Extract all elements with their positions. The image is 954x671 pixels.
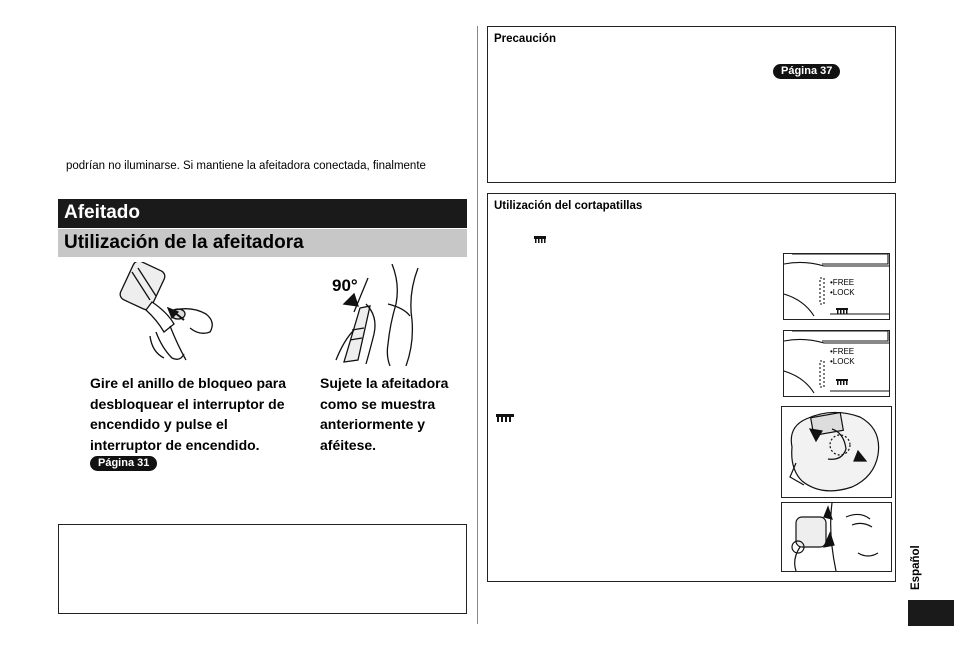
step-2-line: Sujete la afeitadora xyxy=(320,375,449,391)
trimmer-box xyxy=(487,193,896,582)
switch-photo-lock xyxy=(783,330,890,397)
trimmer-title: Utilización del cortapatillas xyxy=(494,200,643,212)
switch-lock-label: •LOCK xyxy=(830,288,855,297)
shaver-unlock-illustration xyxy=(112,262,224,366)
trimmer-icon xyxy=(496,414,514,423)
language-tab xyxy=(908,600,954,626)
language-tab-label: Español xyxy=(910,545,922,591)
step-1-line: encendido y pulse el xyxy=(90,416,228,432)
step-2-line: aféitese. xyxy=(320,436,377,453)
switch-lock-label: •LOCK xyxy=(830,357,855,366)
switch-free-label: •FREE xyxy=(830,278,855,287)
step-1-line: desbloquear el interruptor de xyxy=(90,395,285,412)
step-2-line: como se muestra xyxy=(320,395,436,412)
switch-photo-free xyxy=(783,253,890,320)
trimmer-icon xyxy=(836,379,848,385)
angle-label: 90° xyxy=(332,276,358,295)
column-divider xyxy=(477,26,478,624)
step-1-line: Gire el anillo de bloqueo para xyxy=(90,375,287,391)
section-title: Afeitado xyxy=(58,199,467,228)
caution-box xyxy=(487,26,896,183)
switch-free-label: •FREE xyxy=(830,347,855,356)
step-1-line: interruptor de encendido. xyxy=(90,436,260,453)
page-ref-badge[interactable]: Página 37 xyxy=(773,64,840,79)
subsection-title: Utilización de la afeitadora xyxy=(58,229,467,257)
caution-title: Precaución xyxy=(494,33,556,45)
step-2-text xyxy=(320,373,448,455)
trimmer-extend-photo xyxy=(781,406,892,498)
page-ref-badge[interactable]: Página 31 xyxy=(90,456,157,471)
step-1-text xyxy=(90,373,286,455)
trimmer-icon xyxy=(534,236,546,244)
step-2-line: anteriormente y xyxy=(320,416,426,432)
note-box xyxy=(58,524,467,614)
trimmer-icon xyxy=(836,308,848,314)
sideburn-trim-photo xyxy=(781,502,892,572)
intro-text: podrían no iluminarse. Si mantiene la afeitadora conectada, finalmente xyxy=(66,160,426,172)
